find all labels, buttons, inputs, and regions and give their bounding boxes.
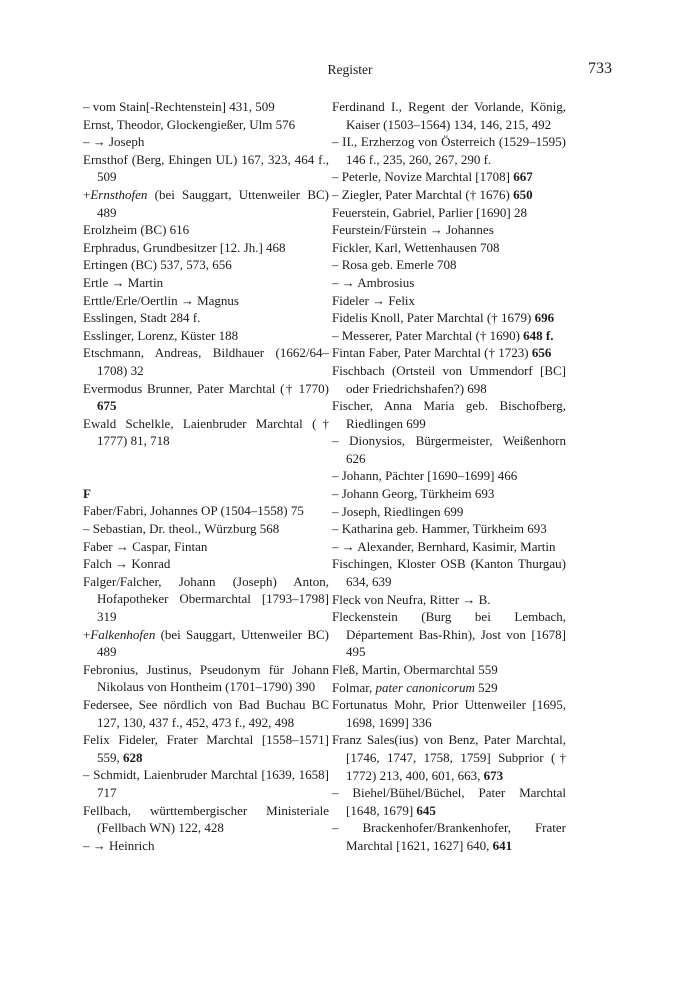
index-entry — [332, 661, 566, 679]
entry-text: Fleß, Martin, Obermarchtal 559 — [332, 662, 498, 677]
index-entry — [332, 784, 566, 819]
index-entry — [83, 309, 329, 327]
index-entry — [332, 133, 566, 168]
entry-text: Erphradus, Grundbesitzer [12. Jh.] 468 — [83, 239, 286, 255]
index-entry — [83, 344, 329, 379]
page-ref-bold: 656 — [531, 345, 552, 361]
section-spacer — [83, 450, 329, 485]
entry-text: – → Ambrosius — [332, 274, 415, 290]
entry-text: – Joseph, Riedlingen 699 — [332, 503, 464, 519]
index-entry — [332, 292, 566, 310]
entry-text: Erolzheim (BC) 616 — [83, 222, 190, 238]
page-ref-bold: 673 — [483, 767, 504, 783]
entry-text: Falger/Falcher, Johann (Joseph) Anton, Hofapotheker Obermarchtal [1793–1798] 319 — [83, 573, 329, 625]
index-entry — [332, 819, 566, 854]
index-entry — [332, 467, 566, 485]
entry-text: – Ziegler, Pater Marchtal († 1676) — [332, 186, 514, 202]
italic-term: pater canonicorum — [375, 679, 475, 695]
page-ref-bold: 696 — [534, 310, 555, 326]
entry-text: Erttle/Erle/Oertlin → Magnus — [83, 292, 239, 308]
entry-text: Feuerstein, Gabriel, Parlier [1690] 28 — [332, 204, 527, 220]
index-entry — [332, 538, 566, 556]
index-entry — [332, 362, 566, 397]
index-entry — [83, 766, 329, 801]
index-entry — [332, 397, 566, 432]
entry-text: (bei Sauggart, Uttenweiler BC) 489 — [97, 626, 329, 660]
index-entry — [83, 116, 329, 134]
entry-text: – → Alexander, Bernhard, Kasimir, Martin — [332, 538, 556, 554]
index-entry — [332, 608, 566, 661]
index-entry — [83, 292, 329, 310]
entry-text: Fischbach (Ortsteil von Ummendorf [BC] oder Friedrichshafen?) 698 — [332, 362, 566, 396]
entry-text: – Brackenhofer/Brankenhofer, Frater Marchtal [1621, 1627] 640, — [332, 820, 566, 853]
index-entry — [332, 520, 566, 538]
entry-text: Evermodus Brunner, Pater Marchtal († 1770) — [83, 380, 329, 396]
entry-text: Ferdinand I., Regent der Vorlande, König, Kaiser (1503–1564) 134, 146, 215, 492 — [332, 99, 566, 132]
index-entry — [83, 573, 329, 626]
index-entry — [332, 309, 566, 327]
index-entry — [83, 626, 329, 661]
index-entry — [83, 256, 329, 274]
entry-text: – vom Stain[-Rechtenstein] 431, 509 — [83, 99, 275, 114]
index-entry — [332, 432, 566, 467]
entry-text: Fortunatus Mohr, Prior Uttenweiler [1695, 1698, 1699] 336 — [332, 697, 566, 730]
index-entry — [83, 327, 329, 345]
page-title: Register — [327, 62, 373, 77]
entry-text: – → Joseph — [83, 134, 145, 150]
page-ref-bold: 641 — [492, 837, 513, 853]
entry-text: 529 — [474, 679, 498, 695]
index-entry — [332, 168, 566, 186]
index-entry — [332, 221, 566, 239]
entry-text: Ernsthof (Berg, Ehingen UL) 167, 323, 464 f., 509 — [83, 151, 329, 185]
entry-text: – Rosa geb. Emerle 708 — [332, 257, 457, 273]
entry-text: Febronius, Justinus, Pseudonym für Johann Nikolaus von Hontheim (1701–1790) 390 — [83, 661, 329, 695]
entry-text: – Katharina geb. Hammer, Türkheim 693 — [332, 521, 547, 537]
entry-text: – Sebastian, Dr. theol., Würzburg 568 — [83, 521, 280, 537]
index-entry — [332, 204, 566, 222]
entry-text: Falch → Konrad — [83, 556, 171, 572]
page-ref-bold: 648 f. — [523, 327, 554, 343]
index-entry — [83, 502, 329, 520]
index-entry — [332, 485, 566, 503]
index-entry — [332, 503, 566, 521]
index-entry — [332, 256, 566, 274]
index-entry — [83, 98, 329, 116]
index-entry — [332, 274, 566, 292]
index-entry — [83, 520, 329, 538]
index-entry — [83, 133, 329, 151]
entry-text: – Johann, Pächter [1690–1699] 466 — [332, 468, 518, 484]
entry-text: + — [83, 186, 91, 202]
entry-text: Fintan Faber, Pater Marchtal († 1723) — [332, 345, 532, 361]
index-entry — [332, 239, 566, 257]
entry-text: Etschmann, Andreas, Bildhauer (1662/64–1708) 32 — [83, 345, 329, 378]
index-entry — [83, 731, 329, 766]
index-entry — [83, 380, 329, 415]
entry-text: – Johann Georg, Türkheim 693 — [332, 486, 495, 502]
index-entry — [332, 591, 566, 609]
entry-text: Ernst, Theodor, Glockengießer, Ulm 576 — [83, 116, 296, 132]
index-entry — [83, 555, 329, 573]
entry-text: – Peterle, Novize Marchtal [1708] — [332, 169, 514, 185]
page-number: 733 — [588, 60, 612, 77]
entry-text: Fickler, Karl, Wettenhausen 708 — [332, 239, 500, 255]
index-entry — [83, 186, 329, 221]
index-entry — [332, 696, 566, 731]
entry-text: Faber/Fabri, Johannes OP (1504–1558) 75 — [83, 503, 304, 519]
entry-text: Esslinger, Lorenz, Küster 188 — [83, 327, 239, 343]
entry-text: Fidelis Knoll, Pater Marchtal († 1679) — [332, 310, 535, 326]
entry-text: Feurstein/Fürstein → Johannes — [332, 222, 494, 238]
entry-text: Franz Sales(ius) von Benz, Pater Marchtal, [1746, 1747, 1758, 1759] Subprior († 1772) 213, 400, 601, 663, — [332, 732, 566, 783]
entry-text: – Schmidt, Laienbruder Marchtal [1639, 1658] 717 — [83, 767, 329, 800]
index-entry — [83, 837, 329, 855]
entry-text: (bei Sauggart, Uttenweiler BC) 489 — [97, 186, 329, 220]
index-entry — [83, 415, 329, 450]
entry-text: – Biehel/Bühel/Büchel, Pater Marchtal [1648, 1679] — [332, 785, 566, 818]
page-ref-bold: 628 — [123, 749, 143, 765]
index-entry — [332, 327, 566, 345]
entry-text: Federsee, See nördlich von Bad Buchau BC 127, 130, 437 f., 452, 473 f., 492, 498 — [83, 697, 329, 730]
page-ref-bold: 667 — [513, 169, 533, 185]
index-entry — [83, 274, 329, 292]
entry-text: Fellbach, württembergischer Ministeriale (Fellbach WN) 122, 428 — [83, 802, 329, 836]
index-entry — [83, 802, 329, 837]
index-entry — [332, 186, 566, 204]
entry-text: Felix Fideler, Frater Marchtal [1558–1571] 559, — [83, 732, 329, 765]
entry-text: Ewald Schelkle, Laienbruder Marchtal († 1777) 81, 718 — [83, 415, 329, 449]
index-entry — [332, 679, 566, 697]
index-entry — [83, 538, 329, 556]
index-column-right — [332, 98, 566, 855]
index-entry — [83, 661, 329, 696]
entry-text: Fleck von Neufra, Ritter → B. — [332, 591, 491, 607]
entry-text: F — [83, 485, 91, 501]
page-ref-bold: 675 — [97, 398, 117, 414]
italic-term: Falkenhofen — [90, 626, 156, 642]
italic-term: Ernsthofen — [90, 186, 148, 202]
section-letter — [83, 485, 329, 503]
index-entry — [83, 239, 329, 257]
entry-text: Fischer, Anna Maria geb. Bischofberg, Riedlingen 699 — [332, 398, 566, 431]
page-ref-bold: 645 — [416, 802, 436, 818]
entry-text: – Dionysios, Bürgermeister, Weißenhorn 626 — [332, 433, 566, 466]
entry-text: Faber → Caspar, Fintan — [83, 538, 208, 554]
entry-text: + — [83, 626, 91, 642]
entry-text: Ertingen (BC) 537, 573, 656 — [83, 257, 232, 273]
entry-text: Ertle → Martin — [83, 274, 164, 290]
index-entry — [83, 221, 329, 239]
entry-text: – Messerer, Pater Marchtal († 1690) — [332, 327, 524, 343]
index-entry — [332, 731, 566, 784]
entry-text: Fideler → Felix — [332, 292, 416, 308]
index-entry — [83, 151, 329, 186]
entry-text: Fleckenstein (Burg bei Lembach, Département Bas-Rhin), Jost von [1678] 495 — [332, 609, 566, 660]
entry-text: Fischingen, Kloster OSB (Kanton Thurgau) 634, 639 — [332, 556, 566, 590]
index-column-left — [83, 98, 329, 854]
entry-text: – II., Erzherzog von Österreich (1529–1595) 146 f., 235, 260, 267, 290 f. — [332, 134, 566, 167]
entry-text: – → Heinrich — [83, 837, 155, 853]
entry-text: Folmar, — [332, 679, 376, 695]
index-entry — [332, 344, 566, 362]
index-entry — [332, 555, 566, 590]
index-entry — [83, 696, 329, 731]
entry-text: Esslingen, Stadt 284 f. — [83, 310, 201, 326]
index-entry — [332, 98, 566, 133]
page-ref-bold: 650 — [513, 186, 533, 202]
